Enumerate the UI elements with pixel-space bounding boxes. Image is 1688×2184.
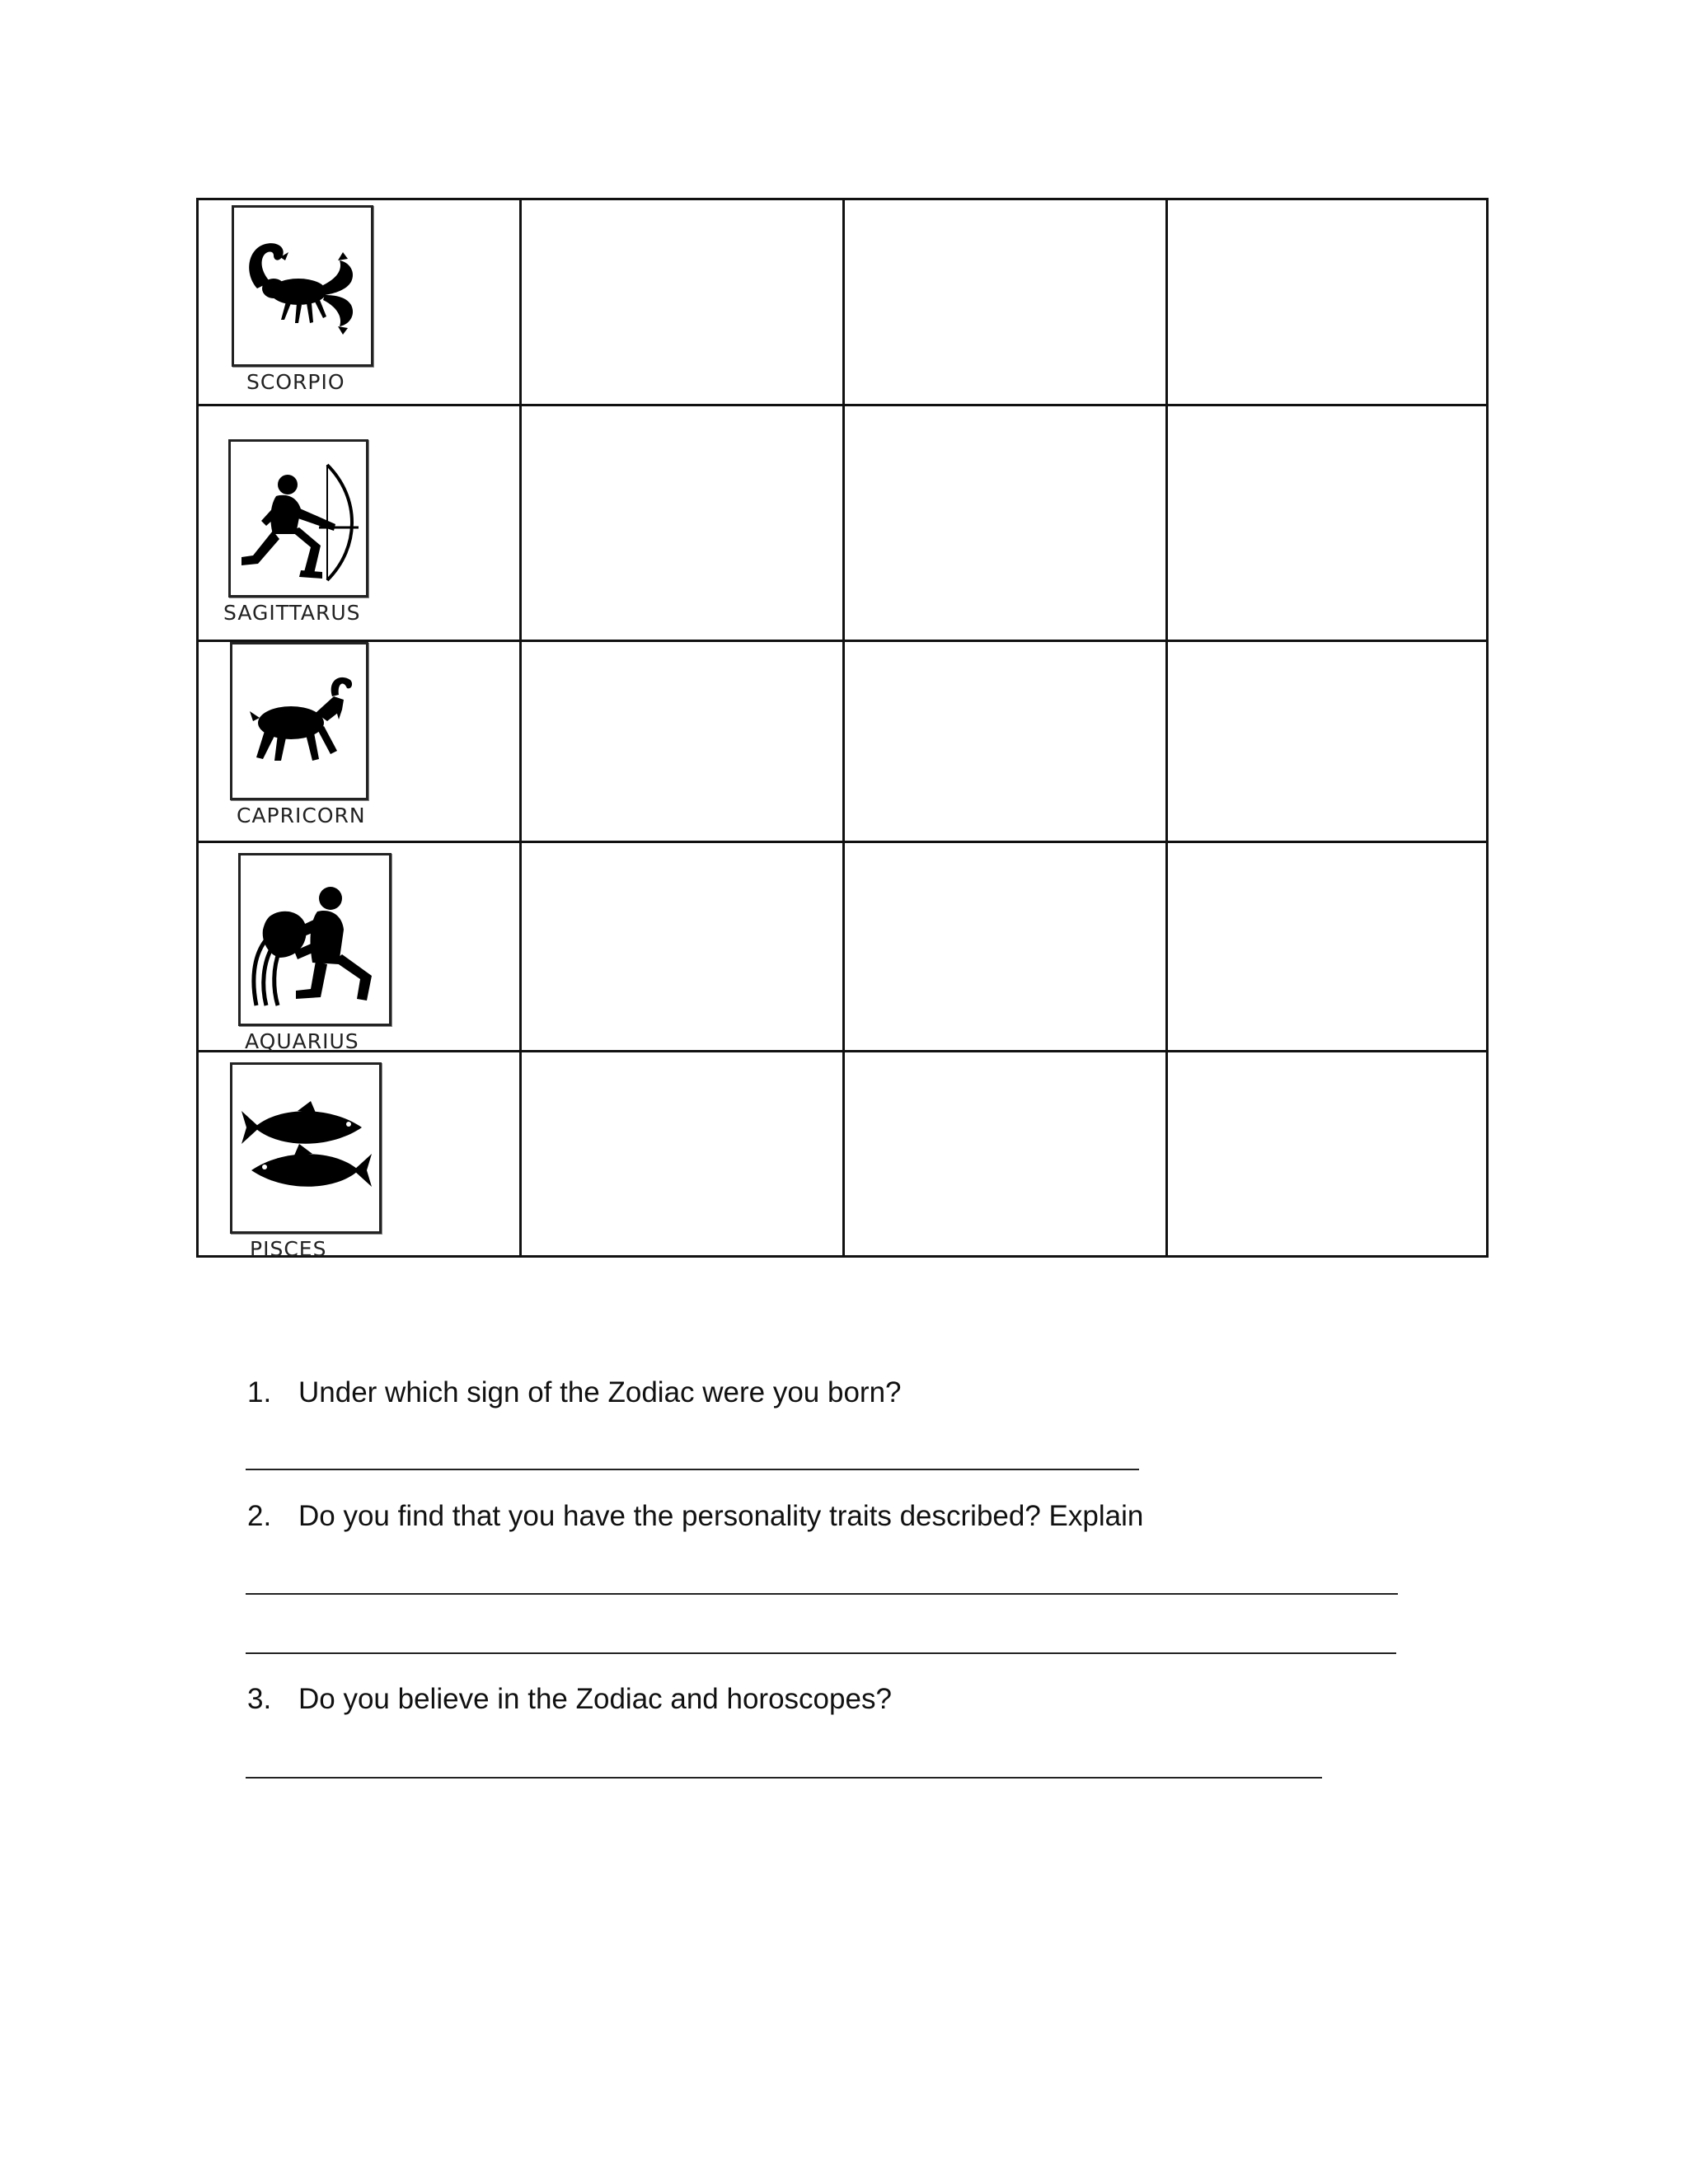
question-number: 1. [247,1376,272,1408]
trait-cell [1168,1052,1486,1255]
trait-cell [845,200,1168,406]
trait-cell [522,200,845,406]
trait-cell [1168,843,1486,1052]
sign-label: CAPRICORN [237,804,366,827]
trait-cell [522,1052,845,1255]
answer-line-3[interactable] [246,1777,1322,1779]
sign-card [232,205,373,394]
trait-cell [522,843,845,1052]
trait-cell [1168,642,1486,843]
trait-cell [845,406,1168,642]
sign-label: SCORPIO [246,370,345,394]
trait-cell [1168,200,1486,406]
water-bearer-icon [238,853,392,1026]
sign-cell-aquarius [199,843,522,1052]
answer-line-2a[interactable] [246,1593,1398,1595]
archer-icon [228,439,368,598]
sign-cell-pisces [199,1052,522,1261]
goat-icon [230,642,368,800]
trait-cell [845,1052,1168,1255]
sign-cell-sagittarus [199,406,522,642]
fish-icon [230,1062,382,1234]
trait-cell [845,642,1168,843]
question-1 [247,1376,902,1409]
zodiac-table [196,198,1489,1261]
trait-cell [1168,406,1486,642]
sign-card [223,439,368,625]
question-text: Do you believe in the Zodiac and horoscopes? [298,1683,892,1715]
question-number: 2. [247,1500,272,1532]
sign-card [230,642,368,827]
trait-cell [845,843,1168,1052]
question-text: Do you find that you have the personality traits described? Explain [298,1500,1144,1532]
question-2 [247,1500,1143,1533]
sign-card [230,1062,382,1261]
sign-cell-scorpio [199,200,522,406]
answer-line-2b[interactable] [246,1652,1396,1654]
sign-cell-capricorn [199,642,522,843]
sign-label: PISCES [250,1237,327,1261]
sign-label: AQUARIUS [245,1029,359,1053]
question-number: 3. [247,1683,272,1715]
question-text: Under which sign of the Zodiac were you born? [298,1376,902,1408]
question-3 [247,1683,892,1716]
sign-card [238,853,392,1053]
answer-line-1[interactable] [246,1469,1139,1470]
sign-label: SAGITTARUS [223,601,361,625]
trait-cell [522,642,845,843]
scorpion-icon [232,205,373,367]
trait-cell [522,406,845,642]
